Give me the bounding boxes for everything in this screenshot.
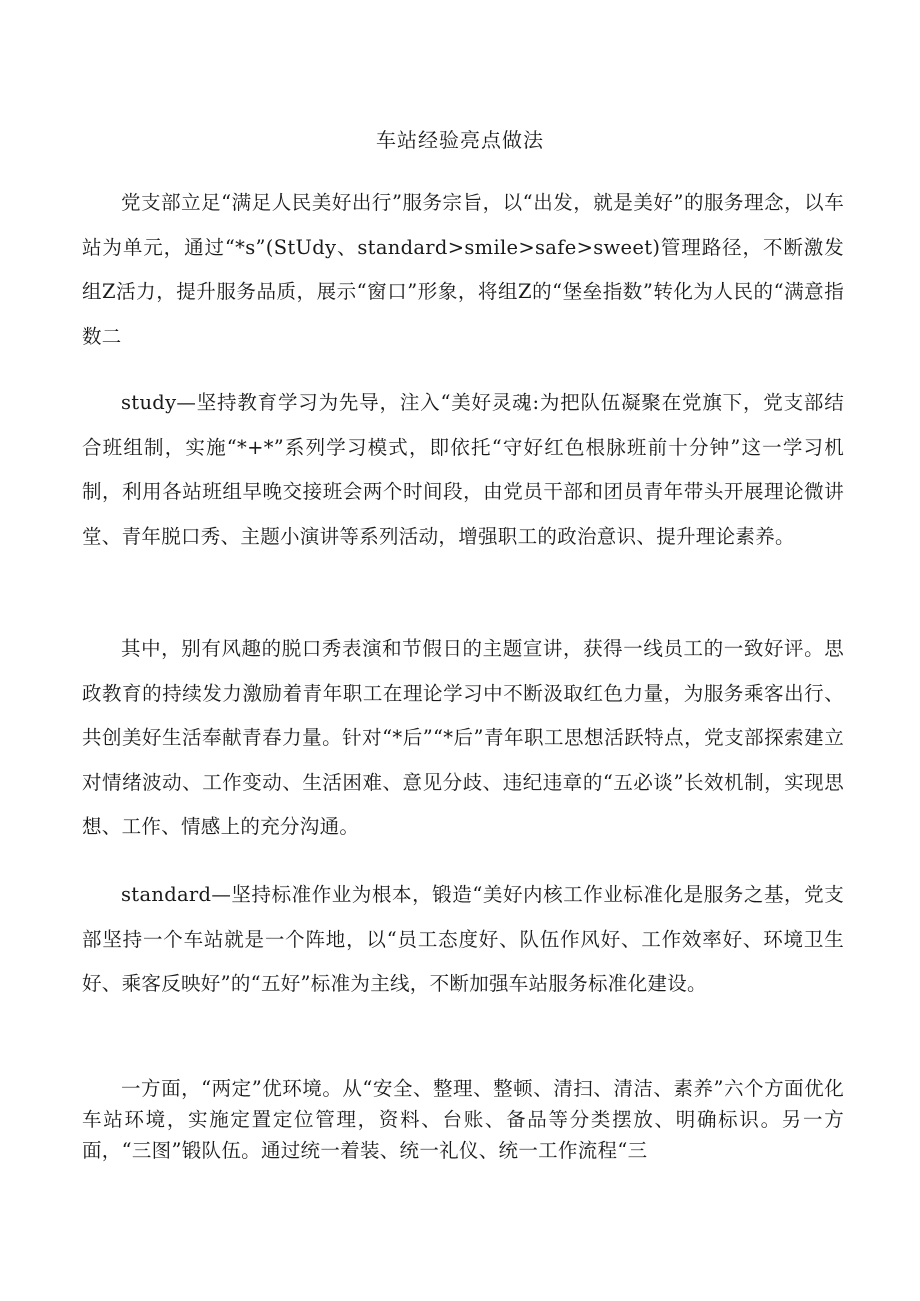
paragraph-study: study—坚持教育学习为先导，注入“美好灵魂:为把队伍凝聚在党旗下，党支部结合班组制，实施“*+*”系列学习模式，即依托“守好红色根脉班前十分钟”这一学习机制，利用各站班组早晚交接班会两个时间段，由党员干部和团员青年带头开展理论微讲堂、青年脱口秀、主题小演讲等系列活动，增强职工的政治意识、提升理论素养。: [82, 391, 844, 548]
paragraph-standard: standard—坚持标准作业为根本，锻造“美好内核工作业标准化是服务之基，党支部坚持一个车站就是一个阵地，以“员工态度好、队伍作风好、工作效率好、环境卫生好、乘客反映好”的“五好”标准为主线，不断加强车站服务标准化建设。: [82, 883, 844, 996]
paragraph-talk-show: 其中，别有风趣的脱口秀表演和节假日的主题宣讲，获得一线员工的一致好评。思政教育的持续发力激励着青年职工在理论学习中不断汲取红色力量，为服务乘客出行、共创美好生活奉献青春力量。针对“*后”“*后”青年职工思想活跃特点，党支部探索建立对情绪波动、工作变动、生活困难、意见分歧、违纪违章的“五必谈”长效机制，实现思想、工作、情感上的充分沟通。: [82, 637, 844, 839]
paragraph-environment: 一方面，“两定”优环境。从“安全、整理、整顿、清扫、清洁、素养”六个方面优化车站环境，实施定置定位管理，资料、台账、备品等分类摆放、明确标识。另一方面，“三图”锻队伍。通过统一着装、统一礼仪、统一工作流程“三: [82, 1077, 844, 1162]
document-title: 车站经验亮点做法: [376, 128, 544, 152]
paragraph-intro: 党支部立足“满足人民美好出行”服务宗旨，以“出发，就是美好”的服务理念，以车站为单元，通过“*s”(StUdy、standard>smile>safe>sweet)管理路径，不断激发组Z活力，提升服务品质，展示“窗口”形象，将组Z的“堡垒指数”转化为人民的“满意指数二: [82, 191, 844, 348]
